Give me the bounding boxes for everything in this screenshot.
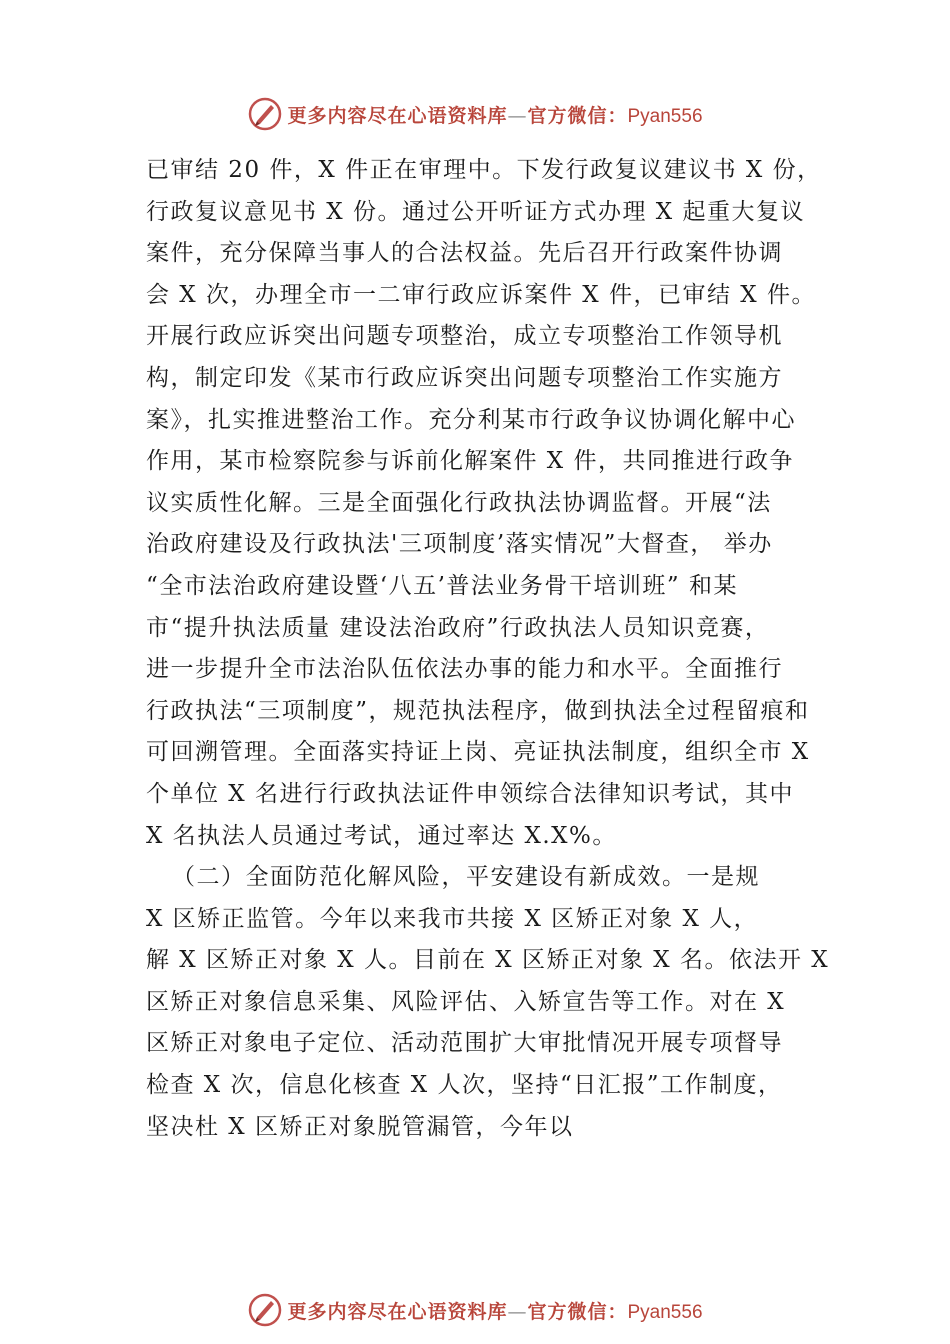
text-line: 检查 X 次，信息化核查 X 人次，坚持“日汇报”工作制度， (146, 1072, 783, 1099)
document-body (146, 150, 846, 1148)
text-line: 市“提升执法质量 建设法治政府”行政执法人员知识竞赛， (146, 614, 770, 641)
watermark-suffix: 官方微信： (527, 104, 628, 127)
text-line: X 区矫正监管。今年以来我市共接 X 区矫正对象 X 人， (146, 905, 759, 932)
text-line: 个单位 X 名进行行政执法证件申领综合法律知识考试，其中 (146, 780, 794, 807)
text-line: 作用，某市检察院参与诉前化解案件 X 件，共同推进行政争 (146, 448, 794, 475)
text-line: 议实质性化解。三是全面强化行政执法协调监督。开展“法 (146, 489, 772, 516)
text-line: 解 X 区矫正对象 X 人。目前在 X 区矫正对象 X 名。依法开 X (146, 947, 830, 974)
pen-logo-icon (247, 96, 283, 132)
text-line: 进一步提升全市法治队伍依法办事的能力和水平。全面推行 (146, 656, 783, 683)
text-line: “全市法治政府建设暨‘八五’普法业务骨干培训班” 和某 (146, 572, 738, 599)
watermark-main: 更多内容尽在心语资料库 (287, 104, 508, 127)
header-watermark (0, 92, 950, 136)
watermark-text (287, 101, 702, 128)
text-line: 治政府建设及行政执法'三项制度’落实情况”大督查， 举办 (146, 531, 773, 558)
text-line: 构，制定印发《某市行政应诉突出问题专项整治工作实施方 (146, 364, 783, 391)
text-line: 坚决杜 X 区矫正对象脱管漏管，今年以 (146, 1113, 574, 1140)
text-line: 区矫正对象电子定位、活动范围扩大审批情况开展专项督导 (146, 1030, 783, 1057)
text-line: 区矫正对象信息采集、风险评估、入矫宣告等工作。对在 X (146, 988, 786, 1015)
text-line: 案》，扎实推进整治工作。充分利某市行政争议协调化解中心 (146, 406, 796, 433)
text-line: 可回溯管理。全面落实持证上岗、亮证执法制度，组织全市 X (146, 739, 810, 766)
pen-logo-icon (247, 1292, 283, 1328)
watermark-separator: — (507, 104, 528, 127)
watermark-suffix: 官方微信： (527, 1300, 628, 1323)
text-line: 行政执法“三项制度”，规范执法程序，做到执法全过程留痕和 (146, 697, 810, 724)
watermark-separator: — (507, 1300, 528, 1323)
text-line: 已审结 20 件，X 件正在审理中。下发行政复议建议书 X 份， (146, 157, 822, 183)
watermark-text (287, 1297, 702, 1324)
text-line: 行政复议意见书 X 份。通过公开听证方式办理 X 起重大复议 (146, 198, 805, 225)
text-line: 会 X 次，办理全市一二审行政应诉案件 X 件，已审结 X 件。 (146, 281, 816, 308)
watermark-main: 更多内容尽在心语资料库 (287, 1300, 508, 1323)
watermark-wechat-id: Pyan556 (627, 1301, 703, 1323)
footer-watermark (0, 1288, 950, 1332)
text-line: 案件，充分保障当事人的合法权益。先后召开行政案件协调 (146, 240, 783, 267)
section-heading-line: （二）全面防范化解风险，平安建设有新成效。一是规 (172, 864, 760, 891)
text-line: X 名执法人员通过考试，通过率达 X.X%。 (146, 822, 617, 849)
text-line: 开展行政应诉突出问题专项整治，成立专项整治工作领导机 (146, 323, 783, 350)
watermark-wechat-id: Pyan556 (627, 105, 703, 127)
